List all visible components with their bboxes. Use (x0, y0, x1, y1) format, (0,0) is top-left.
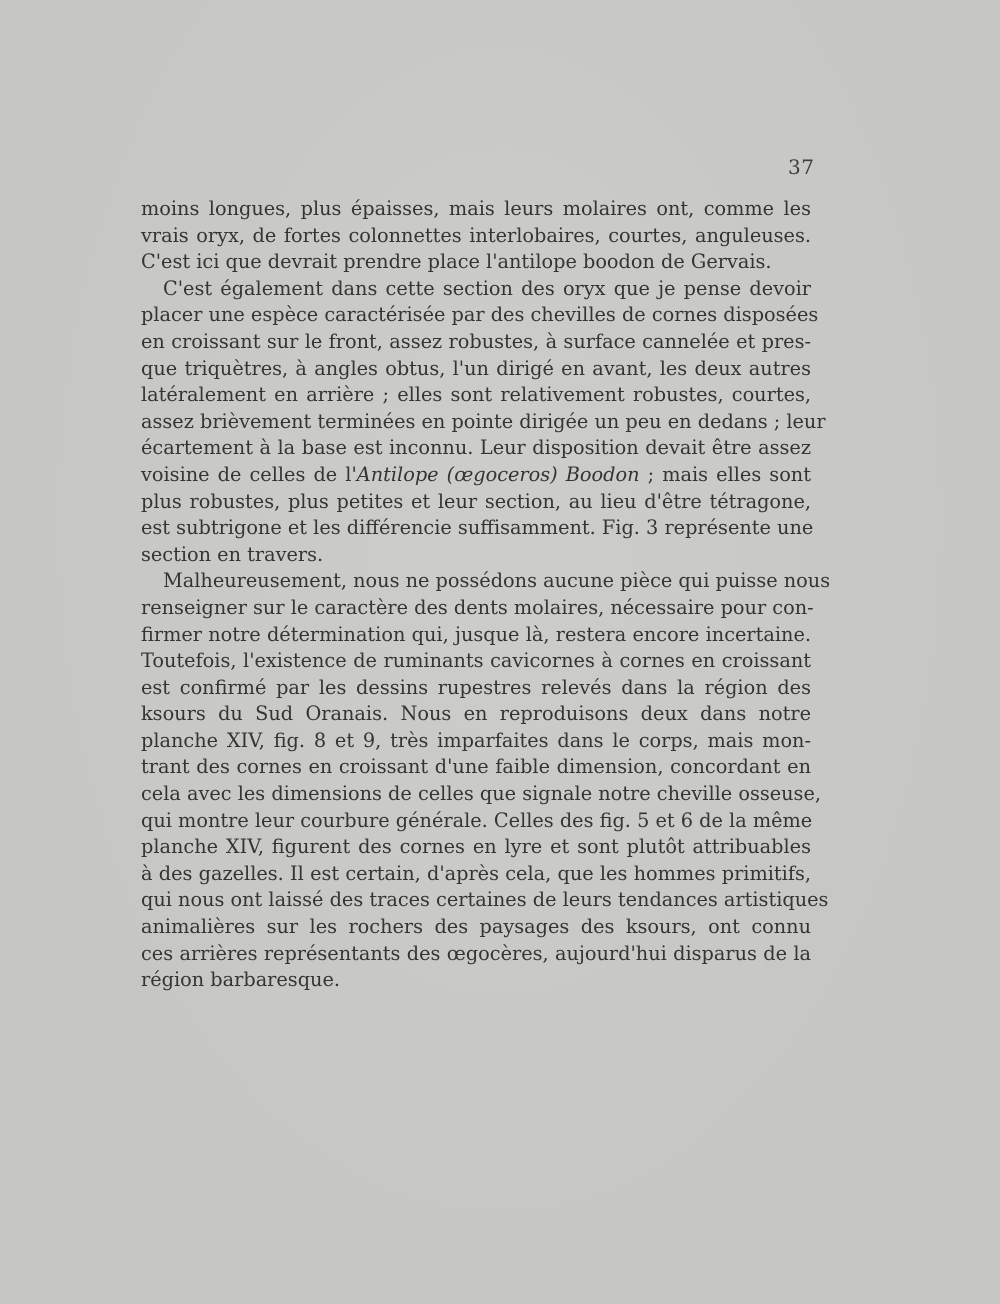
text-line: en croissant sur le front, assez robustes, à surface cannelée et pres- (141, 329, 811, 353)
text-line: vrais oryx, de fortes colonnettes interlobaires, courtes, anguleuses. (141, 223, 811, 247)
text-line: qui nous ont laissé des traces certaines de leurs tendances artistiques (141, 888, 829, 912)
text-line: C'est également dans cette section des oryx que je pense devoir (163, 276, 811, 300)
text-line: est subtrigone et les différencie suffisamment. Fig. 3 représente une (141, 516, 814, 540)
text-line: cela avec les dimensions de celles que signale notre cheville osseuse, (141, 782, 821, 806)
text-line: placer une espèce caractérisée par des chevilles de cornes disposées (141, 303, 819, 327)
text-fragment: voisine de celles de l' (141, 462, 357, 486)
text-line: Toutefois, l'existence de ruminants cavicornes à cornes en croissant (141, 649, 811, 673)
text-line: région barbaresque. (141, 968, 341, 992)
text-line: C'est ici que devrait prendre place l'antilope boodon de Gervais. (141, 250, 772, 274)
text-line: plus robustes, plus petites et leur section, au lieu d'être tétragone, (141, 489, 811, 513)
text-line: moins longues, plus épaisses, mais leurs molaires ont, comme les (141, 197, 811, 220)
text-line: planche XIV, fig. 8 et 9, très imparfaites dans le corps, mais mon- (141, 728, 811, 752)
text-line: que triquètres, à angles obtus, l'un dirigé en avant, les deux autres (141, 356, 811, 380)
text-line: planche XIV, figurent des cornes en lyre et sont plutôt attribuables (141, 835, 811, 859)
text-line: latéralement en arrière ; elles sont relativement robustes, courtes, (141, 383, 811, 407)
text-fragment: ; mais elles sont (647, 462, 811, 486)
text-line-species (141, 462, 811, 489)
text-line: assez brièvement terminées en pointe dirigée un peu en dedans ; leur (141, 409, 826, 433)
text-line: à des gazelles. Il est certain, d'après cela, que les hommes primitifs, (141, 861, 811, 885)
paragraph-3 (141, 568, 831, 994)
paragraph-2 (141, 276, 826, 569)
text-line: écartement à la base est inconnu. Leur disposition devait être assez (141, 436, 811, 460)
text-line: trant des cornes en croissant d'une faible dimension, concordant en (141, 755, 811, 779)
body-text (141, 196, 831, 994)
page-number: 37 (788, 155, 815, 179)
text-line: ces arrières représentants des œgocères, aujourd'hui disparus de la (141, 941, 811, 965)
text-line: animalières sur les rochers des paysages des ksours, ont connu (141, 915, 811, 939)
text-line: est confirmé par les dessins rupestres relevés dans la région des (141, 675, 811, 699)
paragraph-1 (141, 196, 811, 276)
text-line: section en travers. (141, 542, 324, 566)
text-line: Malheureusement, nous ne possédons aucune pièce qui puisse nous (163, 569, 831, 593)
species-name: Antilope (œgoceros) Boodon (356, 462, 640, 486)
text-line: ksours du Sud Oranais. Nous en reproduisons deux dans notre (141, 702, 811, 726)
text-line: renseigner sur le caractère des dents molaires, nécessaire pour con- (141, 595, 814, 619)
text-line: qui montre leur courbure générale. Celles des fig. 5 et 6 de la même (141, 808, 813, 832)
text-line: firmer notre détermination qui, jusque là, restera encore incertaine. (141, 622, 811, 646)
